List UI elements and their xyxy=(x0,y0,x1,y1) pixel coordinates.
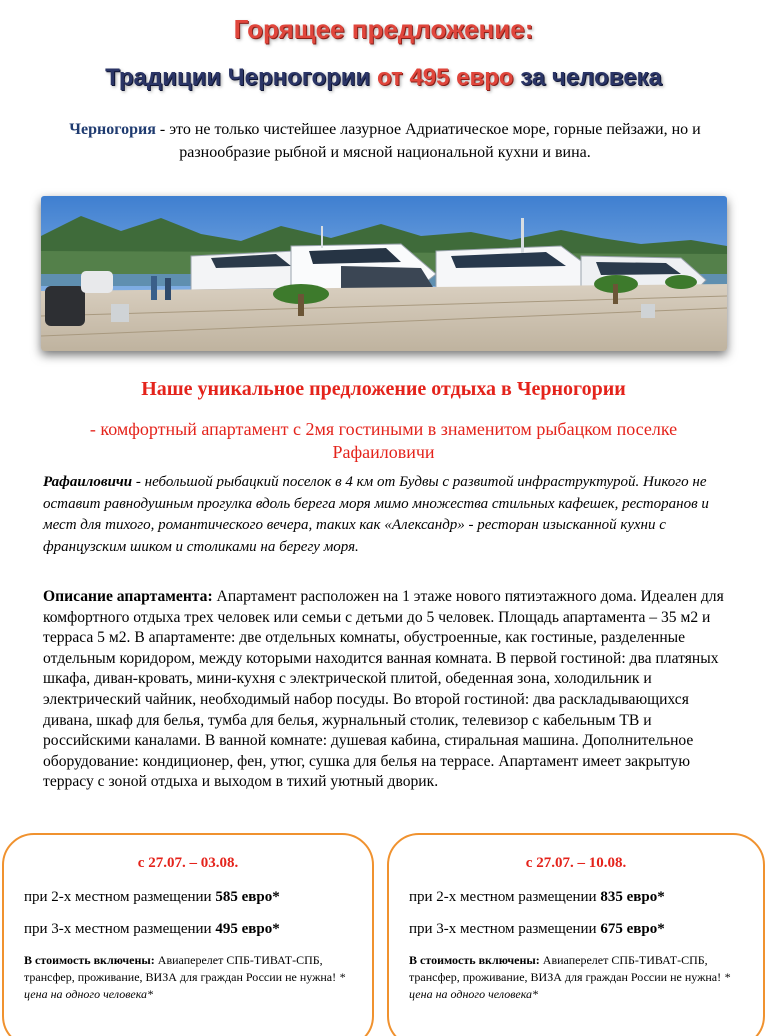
price-line-label: при 2-х местном размещении xyxy=(409,889,601,905)
price-value: 835 евро* xyxy=(600,889,665,905)
main-title-prefix: Традиции Черногории xyxy=(105,64,377,91)
price-card-2 xyxy=(387,833,765,1036)
intro-brand: Черногория xyxy=(69,121,156,138)
rafailovici-paragraph xyxy=(43,472,723,558)
price-includes xyxy=(409,952,749,1003)
intro-paragraph xyxy=(55,118,715,164)
price-line-label: при 3-х местном размещении xyxy=(409,921,601,937)
price-card-dates: с 27.07. – 03.08. xyxy=(137,855,239,871)
main-title-price: от 495 евро xyxy=(376,64,514,91)
includes-text: Авиаперелет СПБ-ТИВАТ-СПБ, трансфер, проживание, ВИЗА для граждан России не нужна! xyxy=(409,953,725,984)
includes-text: Авиаперелет СПБ-ТИВАТ-СПБ, трансфер, проживание, ВИЗА для граждан России не нужна! xyxy=(24,953,340,984)
price-line-2-persons xyxy=(409,889,665,906)
price-line-2-persons xyxy=(24,889,280,906)
price-line-3-persons xyxy=(24,921,280,938)
offer-subtitle: - комфортный апартамент с 2мя гостиными в знаменитом рыбацком поселке Рафаиловичи xyxy=(89,419,678,462)
main-title xyxy=(0,64,767,92)
includes-label: В стоимость включены: xyxy=(409,953,540,967)
apartment-label: Описание апартамента: xyxy=(43,588,213,605)
price-line-label: при 3-х местном размещении xyxy=(24,921,216,937)
price-line-3-persons xyxy=(409,921,665,938)
price-line-label: при 2-х местном размещении xyxy=(24,889,216,905)
hot-offer-title: Горящее предложение: xyxy=(233,14,534,44)
price-value: 675 евро* xyxy=(600,921,665,937)
marina-panorama-photo xyxy=(41,196,727,351)
rafailovici-text: - небольшой рыбацкий поселок в 4 км от Будвы с развитой инфраструктурой. Никого не оставит равнодушным прогулка вдоль берега моря мимо множества стильных кафешек, ресторанов и мест для тихого, романтического вечера, таких как «Александр» - ресторан изысканной кухни с французским шиком и столиками на берегу моря. xyxy=(43,474,709,555)
price-value: 585 евро* xyxy=(215,889,280,905)
price-card-1 xyxy=(2,833,374,1036)
price-value: 495 евро* xyxy=(215,921,280,937)
price-includes xyxy=(24,952,364,1003)
apartment-description xyxy=(43,587,728,793)
offer-title: Наше уникальное предложение отдыха в Черногории xyxy=(141,378,626,400)
main-title-suffix: за человека xyxy=(513,64,662,91)
price-note: * цена на одного человека* xyxy=(24,970,346,1001)
marina-panorama-illustration xyxy=(41,196,727,351)
price-card-dates: с 27.07. – 10.08. xyxy=(525,855,627,871)
price-note: * цена на одного человека* xyxy=(409,970,731,1001)
rafailovici-name: Рафаиловичи xyxy=(43,474,133,490)
intro-text: - это не только чистейшее лазурное Адриатическое море, горные пейзажи, но и разнообразие рыбной и мясной национальной кухни и вина. xyxy=(155,121,701,161)
includes-label: В стоимость включены: xyxy=(24,953,155,967)
apartment-text: Апартамент расположен на 1 этаже нового пятиэтажного дома. Идеален для комфортного отдыха трех человек или семьи с детьми до 5 человек. Площадь апартамента – 35 м2 и терраса 5 м2. В апартаменте: две отдельных комнаты, обустроенные, как гостиные, разделенные отдельным коридором, между которыми находится ванная комната. В первой гостиной: два платяных шкафа, диван-кровать, мини-кухня с электрической плитой, обеденная зона, холодильник и электрический чайник, необходимый набор посуды. Во второй гостиной: два раскладывающихся дивана, шкаф для белья, тумба для белья, журнальный столик, телевизор с кабельным ТВ и российскими каналами. В ванной комнате: душевая кабина, стиральная машина. Дополнительное оборудование: кондиционер, фен, утюг, сушка для белья на террасе. Апартамент имеет закрытую террасу с зоной отдыха и выходом в тихий уютный дворик. xyxy=(43,588,724,791)
